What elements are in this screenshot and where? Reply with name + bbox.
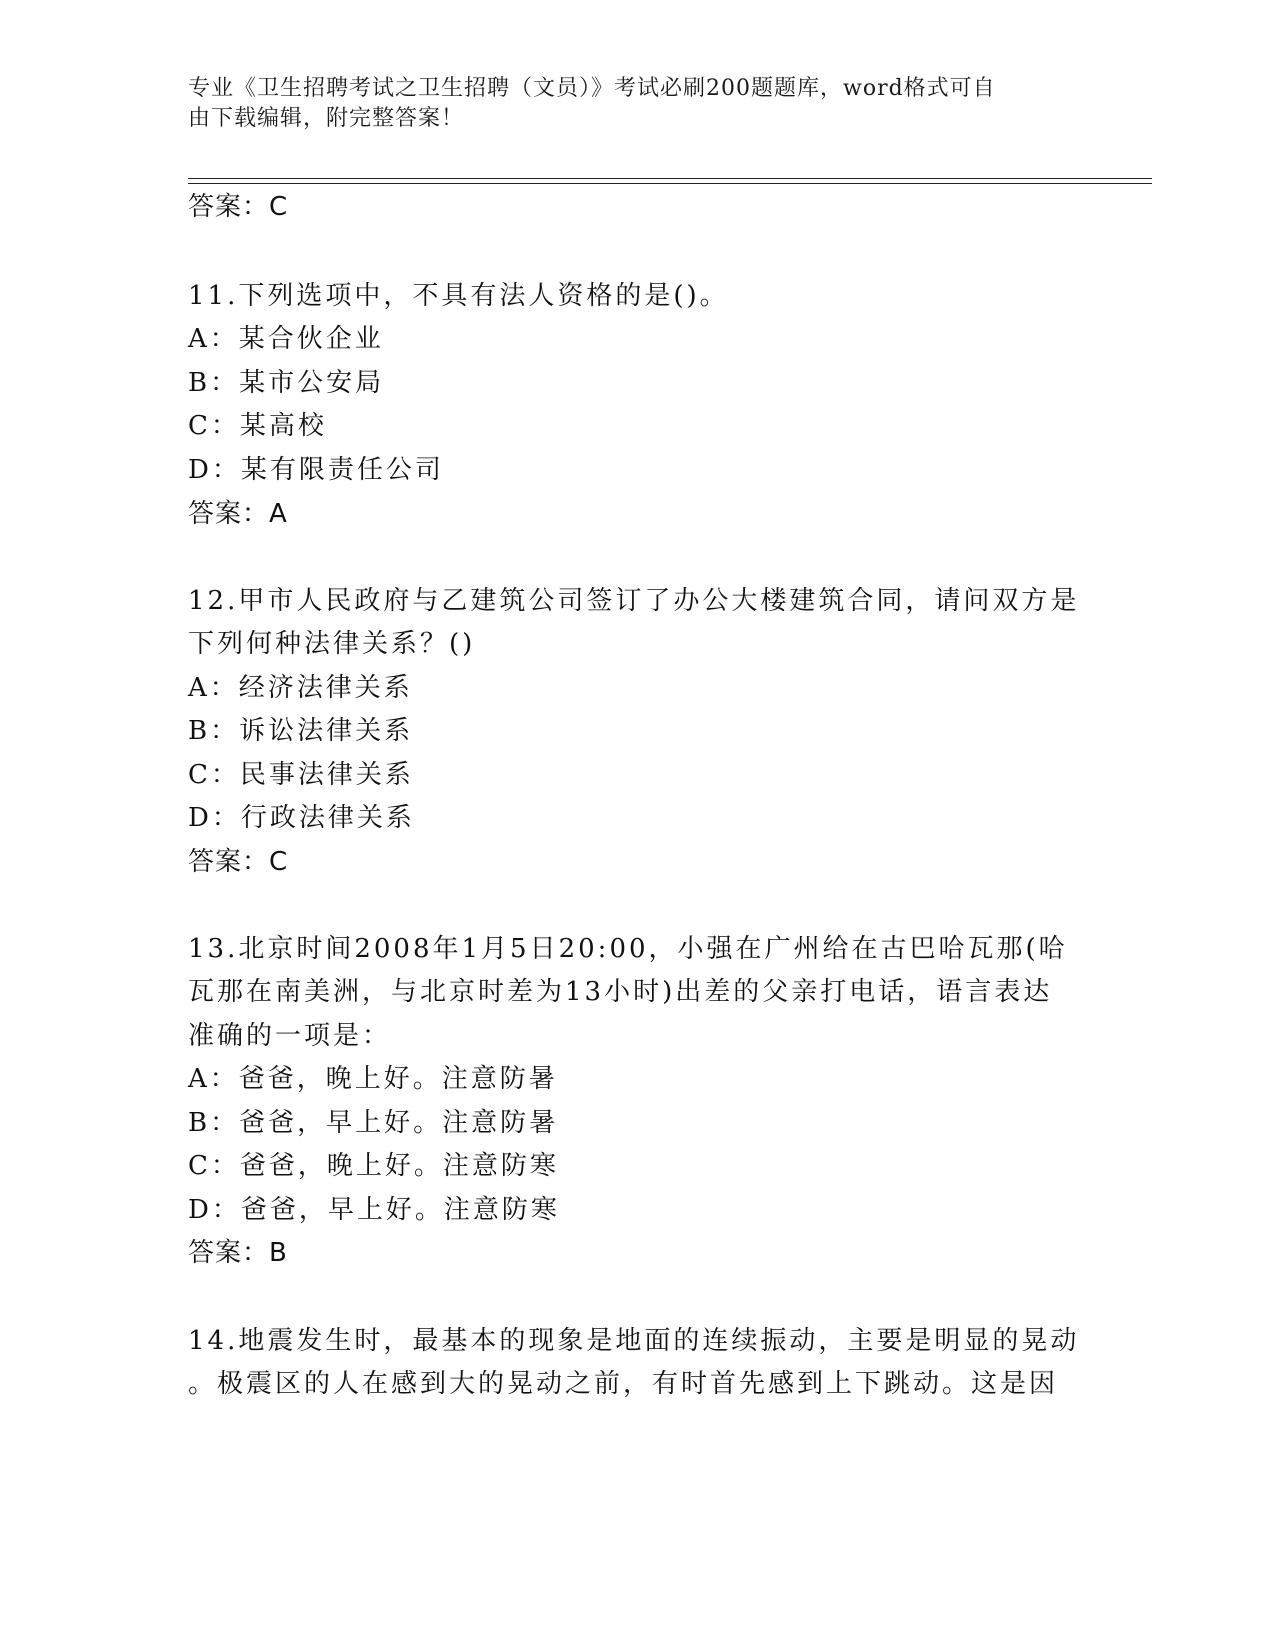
option-c: C：爸爸，晚上好。注意防寒 (188, 1151, 559, 1181)
option-d: D：爸爸，早上好。注意防寒 (188, 1195, 560, 1225)
option-d: D：某有限责任公司 (188, 455, 444, 485)
answer: 答案：B (188, 1238, 288, 1268)
question-stem-line-1: 13.北京时间2008年1月5日20:00，小强在广州给在古巴哈瓦那(哈 (188, 934, 1068, 964)
option-a: A：经济法律关系 (188, 673, 413, 703)
question-stem-line-2: 瓦那在南美洲，与北京时差为13小时)出差的父亲打电话，语言表达 (188, 977, 1053, 1007)
previous-answer: 答案：C (188, 192, 289, 222)
option-c: C：某高校 (188, 411, 327, 441)
option-a: A：某合伙企业 (188, 324, 384, 354)
option-b: B：某市公安局 (188, 368, 385, 398)
question-stem-line-2: 。极震区的人在感到大的晃动之前，有时首先感到上下跳动。这是因 (188, 1369, 1059, 1399)
option-a: A：爸爸，晚上好。注意防暑 (188, 1064, 558, 1094)
header-line-2: 由下载编辑，附完整答案！ (188, 106, 465, 131)
answer: 答案：A (188, 499, 288, 529)
question-stem: 11.下列选项中，不具有法人资格的是()。 (188, 281, 729, 311)
header-line-1: 专业《卫生招聘考试之卫生招聘（文员）》考试必刷200题题库，word格式可自 (188, 76, 996, 101)
document-header (188, 74, 1068, 134)
option-b: B：爸爸，早上好。注意防暑 (188, 1108, 559, 1138)
answer: 答案：C (188, 847, 289, 877)
question-stem-line-1: 12.甲市人民政府与乙建筑公司签订了办公大楼建筑合同，请问双方是 (188, 586, 1080, 616)
header-divider-bottom (188, 183, 1152, 184)
question-stem-line-2: 下列何种法律关系？() (188, 629, 476, 659)
option-b: B：诉讼法律关系 (188, 716, 414, 746)
option-c: C：民事法律关系 (188, 760, 414, 790)
header-divider-top (188, 178, 1152, 179)
option-d: D：行政法律关系 (188, 803, 415, 833)
question-stem-line-1: 14.地震发生时，最基本的现象是地面的连续振动，主要是明显的晃动 (188, 1326, 1080, 1356)
question-stem-line-3: 准确的一项是： (188, 1021, 392, 1051)
